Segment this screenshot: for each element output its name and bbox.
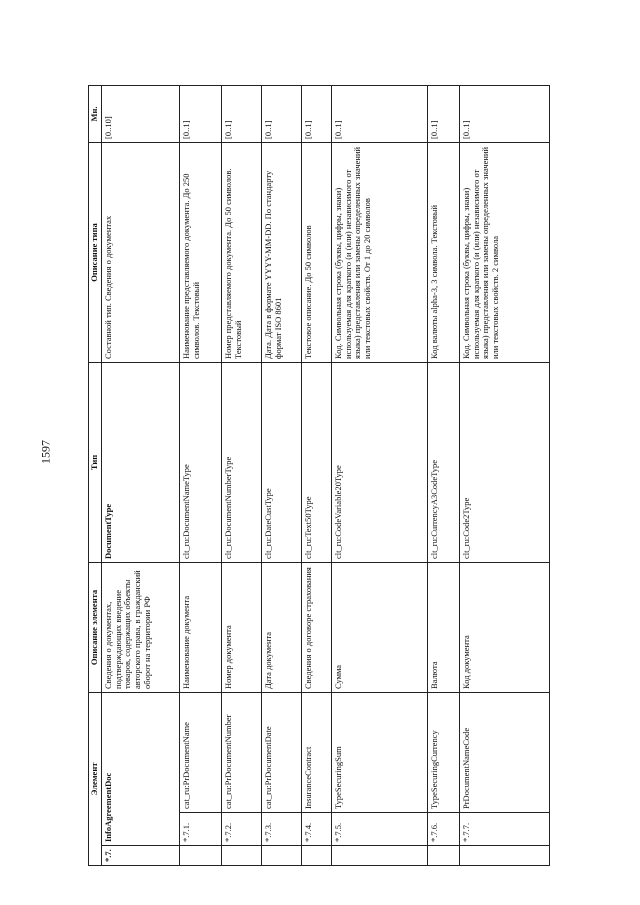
parent-multiplicity: [0..10] bbox=[101, 86, 179, 143]
row-desc: Наименование документа bbox=[179, 563, 221, 693]
row-number: *.7.5. bbox=[331, 813, 427, 846]
row-desc: Номер документа bbox=[221, 563, 261, 693]
row-type: clt_ru:CurrencyA3CodeType bbox=[427, 363, 459, 563]
row-type: clt_ru:DateCustType bbox=[261, 363, 301, 563]
row-type-desc: Код. Символьная строка (буквы, цифры, знаки) используемая для краткого (и (или) независимого от языка) представления или замены определенных значений или текстовых свойств. 2 символа bbox=[459, 143, 549, 363]
row-multiplicity: [0..1] bbox=[301, 86, 331, 143]
table-row bbox=[179, 86, 221, 866]
table-row bbox=[459, 86, 549, 866]
table-row bbox=[331, 86, 427, 866]
row-name: cat_ru:PrDocumentName bbox=[179, 693, 221, 813]
table-row bbox=[301, 86, 331, 866]
indent-cell bbox=[261, 846, 301, 866]
row-desc: Сумма bbox=[331, 563, 427, 693]
header-element-desc: Описание элемента bbox=[89, 563, 102, 693]
row-multiplicity: [0..1] bbox=[261, 86, 301, 143]
row-number: *.7.7. bbox=[459, 813, 549, 846]
row-type-desc: Наименование представляемого документа. До 250 символов. Текстовый bbox=[179, 143, 221, 363]
header-element: Элемент bbox=[89, 693, 102, 866]
row-desc: Сведения о договоре страхования bbox=[301, 563, 331, 693]
parent-type-desc: Составной тип. Сведения о документах bbox=[101, 143, 179, 363]
row-number: *.7.1. bbox=[179, 813, 221, 846]
row-multiplicity: [0..1] bbox=[221, 86, 261, 143]
row-desc: Валюта bbox=[427, 563, 459, 693]
row-type: clt_ru:Code2Type bbox=[459, 363, 549, 563]
row-desc: Код документа bbox=[459, 563, 549, 693]
row-desc: Дата документа bbox=[261, 563, 301, 693]
row-number: *.7.2. bbox=[221, 813, 261, 846]
table-row bbox=[261, 86, 301, 866]
row-type: clt_ru:DocumentNumberType bbox=[221, 363, 261, 563]
row-multiplicity: [0..1] bbox=[459, 86, 549, 143]
header-row bbox=[89, 86, 102, 866]
table-row-parent bbox=[101, 86, 179, 866]
schema-table bbox=[88, 85, 550, 866]
row-name: TypeSecuringCurrency bbox=[427, 693, 459, 813]
row-multiplicity: [0..1] bbox=[179, 86, 221, 143]
parent-desc: Сведения о документах, подтверждающих введение товаров, содержащих объекты авторского права, в гражданский оборот на территории РФ bbox=[101, 563, 179, 693]
row-number: *.7.6. bbox=[427, 813, 459, 846]
row-number: *.7.4. bbox=[301, 813, 331, 846]
indent-cell bbox=[301, 846, 331, 866]
page-number-text: 1597 bbox=[38, 440, 53, 464]
row-type: clt_ru:CodeVariable20Type bbox=[331, 363, 427, 563]
row-type-desc: Код валюты alpha-3, 3 символа. Текстовый bbox=[427, 143, 459, 363]
row-type-desc: Текстовое описание. До 50 символов bbox=[301, 143, 331, 363]
header-multiplicity: Мн. bbox=[89, 86, 102, 143]
row-type-desc: Дата. Дата в формате YYYY-MM-DD. По стандарту формат ISO 8601 bbox=[261, 143, 301, 363]
indent-cell bbox=[221, 846, 261, 866]
header-type-desc: Описание типа bbox=[89, 143, 102, 363]
indent-cell bbox=[179, 846, 221, 866]
rotated-table-container bbox=[88, 86, 610, 866]
parent-name: InfoAgreementDoc bbox=[101, 693, 179, 846]
table-row bbox=[221, 86, 261, 866]
table-row bbox=[427, 86, 459, 866]
row-name: PrDocumentNameCode bbox=[459, 693, 549, 813]
row-type: clt_ru:Text50Type bbox=[301, 363, 331, 563]
parent-number: *.7. bbox=[101, 846, 179, 866]
row-type-desc: Номер представляемого документа. До 50 символов. Текстовый bbox=[221, 143, 261, 363]
row-name: cat_ru:PrDocumentDate bbox=[261, 693, 301, 813]
row-number: *.7.3. bbox=[261, 813, 301, 846]
row-type: clt_ru:DocumentNameType bbox=[179, 363, 221, 563]
row-type-desc: Код. Символьная строка (буквы, цифры, знаки) используемая для краткого (и (или) независимого от языка) представления или замены определенных значений или текстовых свойств. От 1 до 20 символов bbox=[331, 143, 427, 363]
indent-cell bbox=[427, 846, 459, 866]
header-type: Тип bbox=[89, 363, 102, 563]
parent-type: DocumentType bbox=[101, 363, 179, 563]
row-name: TypeSecuringSum bbox=[331, 693, 427, 813]
row-multiplicity: [0..1] bbox=[331, 86, 427, 143]
row-name: cat_ru:PrDocumentNumber bbox=[221, 693, 261, 813]
indent-cell bbox=[331, 846, 427, 866]
row-multiplicity: [0..1] bbox=[427, 86, 459, 143]
row-name: InsuranceContract bbox=[301, 693, 331, 813]
indent-cell bbox=[459, 846, 549, 866]
